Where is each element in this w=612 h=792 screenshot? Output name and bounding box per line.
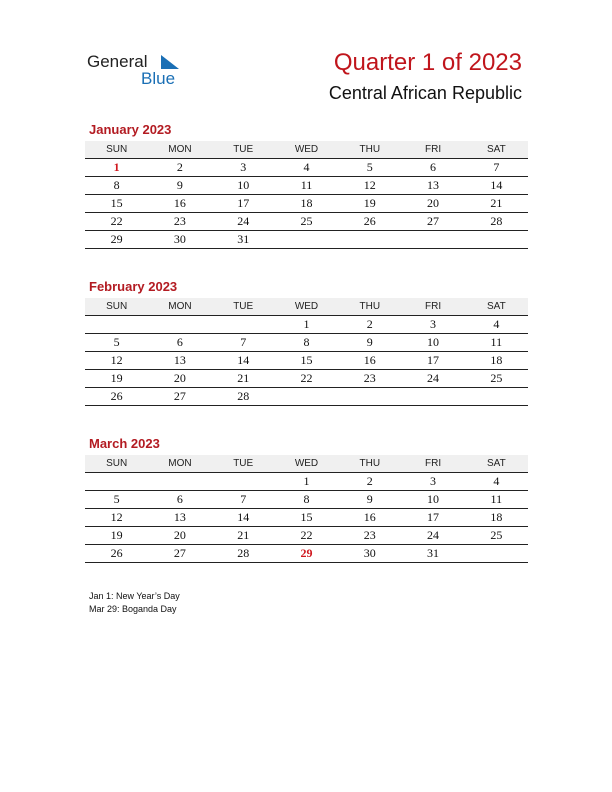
- day-cell: 13: [173, 353, 186, 367]
- day-cell: 30: [363, 546, 376, 560]
- day-cell: 4: [303, 160, 310, 174]
- day-cell: 3: [240, 160, 247, 174]
- weekday-label: FRI: [424, 144, 442, 155]
- weekday-label: THU: [359, 458, 381, 469]
- weekday-label: SAT: [486, 301, 506, 312]
- day-cell: 7: [493, 160, 500, 174]
- day-cell: 2: [366, 474, 373, 488]
- week-row: [85, 316, 528, 334]
- empty-day-cell: [148, 316, 211, 333]
- weekday-label: WED: [294, 144, 319, 155]
- day-cell: 7: [240, 335, 247, 349]
- weekday-label: THU: [359, 144, 381, 155]
- day-cell: 8: [113, 178, 120, 192]
- week-row: [85, 473, 528, 491]
- holiday-notes: [89, 590, 180, 616]
- day-cell: 10: [427, 492, 440, 506]
- day-cell: 13: [427, 178, 440, 192]
- country-subtitle: Central African Republic: [328, 83, 522, 103]
- empty-day-cell: [275, 388, 338, 405]
- day-cell: 25: [490, 528, 503, 542]
- day-cell: 16: [173, 196, 186, 210]
- week-row: [85, 159, 528, 177]
- day-cell: 31: [237, 232, 250, 246]
- weekday-header: [85, 141, 528, 159]
- day-cell: 26: [110, 546, 123, 560]
- empty-day-cell: [401, 388, 464, 405]
- day-cell: 10: [427, 335, 440, 349]
- day-cell: 22: [300, 371, 313, 385]
- day-cell: 19: [110, 371, 123, 385]
- day-cell: 9: [366, 335, 373, 349]
- day-cell: 18: [490, 510, 503, 524]
- day-cell: 2: [176, 160, 183, 174]
- empty-day-cell: [401, 231, 464, 248]
- day-cell: 1: [303, 474, 310, 488]
- day-cell: 28: [237, 389, 250, 403]
- day-cell: 6: [176, 492, 183, 506]
- weekday-label: TUE: [233, 458, 254, 469]
- day-cell: 24: [237, 214, 250, 228]
- day-cell: 15: [300, 510, 313, 524]
- week-row: [85, 195, 528, 213]
- weekday-label: SUN: [106, 301, 128, 312]
- day-cell: 17: [427, 353, 440, 367]
- week-row: [85, 545, 528, 563]
- month-grid: [85, 159, 528, 249]
- day-cell: 16: [363, 510, 376, 524]
- day-cell: 15: [110, 196, 123, 210]
- weekday-label: FRI: [424, 458, 442, 469]
- week-row: [85, 334, 528, 352]
- day-cell: 9: [366, 492, 373, 506]
- empty-day-cell: [338, 231, 401, 248]
- logo-triangle-icon: [161, 55, 179, 69]
- day-cell: 11: [300, 178, 313, 192]
- week-row: [85, 213, 528, 231]
- day-cell: 29: [300, 546, 313, 560]
- day-cell: 14: [237, 510, 250, 524]
- day-cell: 7: [240, 492, 247, 506]
- week-row: [85, 388, 528, 406]
- day-cell: 23: [363, 528, 376, 542]
- weekday-label: WED: [294, 301, 319, 312]
- day-cell: 27: [173, 389, 186, 403]
- weekday-label: SAT: [486, 144, 506, 155]
- day-cell: 13: [173, 510, 186, 524]
- day-cell: 26: [110, 389, 123, 403]
- week-row: [85, 527, 528, 545]
- empty-day-cell: [275, 231, 338, 248]
- day-cell: 24: [427, 528, 440, 542]
- day-cell: 26: [363, 214, 376, 228]
- day-cell: 1: [113, 160, 120, 174]
- empty-day-cell: [148, 473, 211, 490]
- month-title: March 2023: [89, 436, 160, 451]
- week-row: [85, 491, 528, 509]
- day-cell: 16: [363, 353, 376, 367]
- holiday-note: Mar 29: Boganda Day: [89, 604, 177, 614]
- day-cell: 14: [237, 353, 250, 367]
- weekday-label: TUE: [233, 144, 254, 155]
- day-cell: 5: [113, 335, 120, 349]
- day-cell: 12: [110, 510, 123, 524]
- day-cell: 21: [490, 196, 503, 210]
- month-calendar-february: [85, 279, 528, 406]
- day-cell: 5: [113, 492, 120, 506]
- generalblue-logo: [87, 52, 197, 92]
- page-title: Quarter 1 of 2023: [333, 49, 522, 76]
- day-cell: 17: [237, 196, 250, 210]
- day-cell: 20: [427, 196, 440, 210]
- empty-day-cell: [465, 545, 528, 562]
- day-cell: 29: [110, 232, 123, 246]
- day-cell: 10: [237, 178, 250, 192]
- weekday-header: [85, 298, 528, 316]
- day-cell: 30: [173, 232, 186, 246]
- month-title: January 2023: [89, 122, 172, 137]
- day-cell: 28: [237, 546, 250, 560]
- day-cell: 18: [490, 353, 503, 367]
- month-grid: [85, 473, 528, 563]
- day-cell: 24: [427, 371, 440, 385]
- day-cell: 2: [366, 317, 373, 331]
- empty-day-cell: [338, 388, 401, 405]
- month-calendar-january: [85, 122, 528, 249]
- day-cell: 31: [427, 546, 440, 560]
- month-title: February 2023: [89, 279, 178, 294]
- day-cell: 1: [303, 317, 310, 331]
- day-cell: 18: [300, 196, 313, 210]
- weekday-label: THU: [359, 301, 381, 312]
- weekday-header: [85, 455, 528, 473]
- day-cell: 5: [366, 160, 373, 174]
- empty-day-cell: [212, 316, 275, 333]
- weekday-label: TUE: [233, 301, 254, 312]
- day-cell: 23: [173, 214, 186, 228]
- week-row: [85, 509, 528, 527]
- day-cell: 21: [237, 371, 250, 385]
- weekday-label: FRI: [424, 301, 442, 312]
- day-cell: 22: [110, 214, 123, 228]
- day-cell: 11: [490, 492, 503, 506]
- day-cell: 6: [176, 335, 183, 349]
- day-cell: 12: [110, 353, 123, 367]
- day-cell: 19: [363, 196, 376, 210]
- month-grid: [85, 316, 528, 406]
- empty-day-cell: [85, 316, 148, 333]
- empty-day-cell: [85, 473, 148, 490]
- empty-day-cell: [465, 231, 528, 248]
- day-cell: 23: [363, 371, 376, 385]
- day-cell: 28: [490, 214, 503, 228]
- weekday-label: MON: [168, 458, 192, 469]
- day-cell: 11: [490, 335, 503, 349]
- day-cell: 4: [493, 317, 500, 331]
- logo-blue-text: Blue: [141, 69, 176, 88]
- day-cell: 25: [300, 214, 313, 228]
- week-row: [85, 231, 528, 249]
- day-cell: 3: [430, 474, 437, 488]
- day-cell: 27: [427, 214, 440, 228]
- weekday-label: SAT: [486, 458, 506, 469]
- day-cell: 6: [430, 160, 437, 174]
- day-cell: 14: [490, 178, 503, 192]
- day-cell: 8: [303, 335, 310, 349]
- day-cell: 12: [363, 178, 376, 192]
- day-cell: 17: [427, 510, 440, 524]
- weekday-label: MON: [168, 144, 192, 155]
- day-cell: 3: [430, 317, 437, 331]
- day-cell: 22: [300, 528, 313, 542]
- day-cell: 20: [173, 528, 186, 542]
- day-cell: 21: [237, 528, 250, 542]
- day-cell: 20: [173, 371, 186, 385]
- holiday-note: Jan 1: New Year’s Day: [89, 591, 180, 601]
- day-cell: 25: [490, 371, 503, 385]
- day-cell: 27: [173, 546, 186, 560]
- day-cell: 8: [303, 492, 310, 506]
- weekday-label: MON: [168, 301, 192, 312]
- week-row: [85, 177, 528, 195]
- logo-general-text: General: [87, 52, 148, 71]
- day-cell: 4: [493, 474, 500, 488]
- week-row: [85, 370, 528, 388]
- day-cell: 15: [300, 353, 313, 367]
- day-cell: 19: [110, 528, 123, 542]
- day-cell: 9: [176, 178, 183, 192]
- week-row: [85, 352, 528, 370]
- weekday-label: WED: [294, 458, 319, 469]
- month-calendar-march: [85, 436, 528, 563]
- empty-day-cell: [465, 388, 528, 405]
- empty-day-cell: [212, 473, 275, 490]
- weekday-label: SUN: [106, 458, 128, 469]
- weekday-label: SUN: [106, 144, 128, 155]
